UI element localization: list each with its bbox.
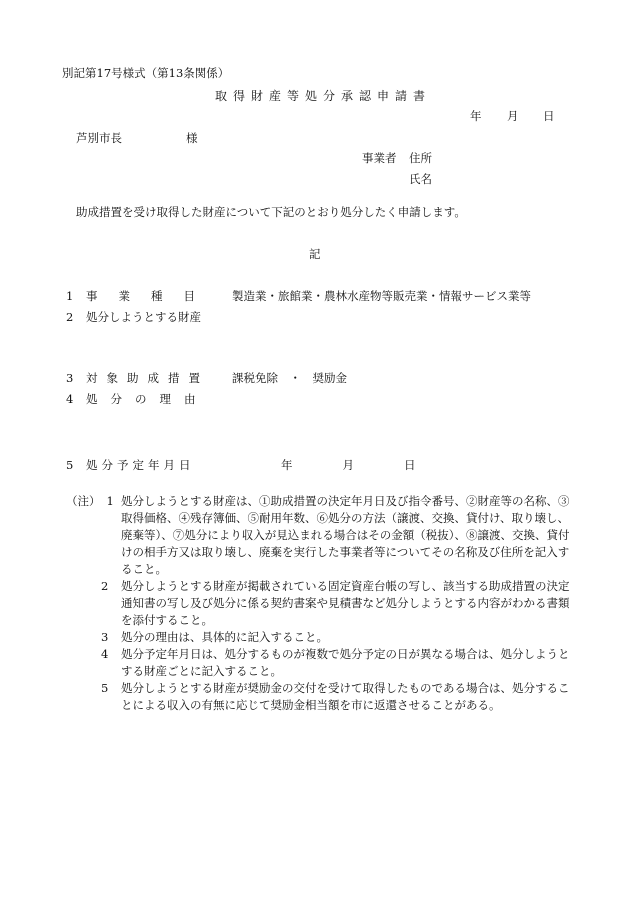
item-label: 処分の理由 bbox=[86, 392, 209, 406]
item-number: 1 bbox=[66, 289, 74, 303]
item-value: 製造業・旅館業・農林水産物等販売業・情報サービス業等 bbox=[232, 289, 531, 303]
note-item bbox=[66, 493, 576, 578]
note-text: 処分しようとする財産は、①助成措置の決定年月日及び指令番号、②財産等の名称、③取得価格、④残存簿価、⑤耐用年数、⑥処分の方法（譲渡、交換、貸付け、取り壊し、廃棄等）、⑦処分により収入が見込まれる場合はその金額（税抜）、⑧譲渡、交換、貸付けの相手方又は取り壊し、廃棄を実行した事業者等についてその名称及び住所を記入すること。 bbox=[121, 494, 570, 576]
note-text: 処分しようとする財産が掲載されている固定資産台帳の写し、該当する助成措置の決定通知書の写し及び処分に係る契約書案や見積書など処分しようとする内容がわかる書類を添付すること。 bbox=[121, 579, 570, 627]
date-month: 月 bbox=[507, 109, 519, 123]
note-number: 5 bbox=[101, 681, 109, 695]
note-text: 処分の理由は、具体的に記入すること。 bbox=[121, 630, 328, 644]
item-number: 4 bbox=[66, 392, 74, 406]
item-label: 対象助成措置 bbox=[86, 371, 209, 385]
item-label: 処分しようとする財産 bbox=[86, 310, 201, 324]
item-label: 事業種目 bbox=[86, 289, 216, 303]
item-number: 5 bbox=[66, 458, 74, 472]
applicant-label: 事業者 bbox=[362, 151, 397, 165]
note-prefix: （注） 1 bbox=[66, 494, 114, 508]
note-number: 2 bbox=[101, 579, 109, 593]
page-title: 取得財産等処分承認申請書 bbox=[215, 89, 432, 103]
intro-text: 助成措置を受け取得した財産について下記のとおり処分したく申請します。 bbox=[76, 205, 466, 219]
addressee-name: 芦別市長 bbox=[76, 131, 122, 145]
applicant-name-label: 氏名 bbox=[409, 172, 432, 186]
note-item bbox=[66, 646, 576, 680]
applicant-address-label: 住所 bbox=[409, 151, 432, 165]
note-text: 処分しようとする財産が奨励金の交付を受けて取得したものである場合は、処分することによる収入の有無に応じて奨励金相当額を市に返還させることがある。 bbox=[121, 681, 570, 712]
date-year: 年 bbox=[470, 109, 482, 123]
note-number: 4 bbox=[101, 647, 109, 661]
note-item bbox=[66, 680, 576, 714]
note-number: 1 bbox=[106, 494, 114, 508]
notes-section bbox=[66, 493, 576, 714]
note-item bbox=[66, 578, 576, 629]
note-number: 3 bbox=[101, 630, 109, 644]
date-day: 日 bbox=[543, 109, 555, 123]
note-item bbox=[66, 629, 576, 646]
item-number: 2 bbox=[66, 310, 74, 324]
note-text: 処分予定年月日は、処分するものが複数で処分予定の日が異なる場合は、処分しようとする財産ごとに記入すること。 bbox=[121, 647, 570, 678]
item-label: 処分予定年月日 bbox=[86, 458, 195, 472]
item-value: 課税免除 ・ 奨励金 bbox=[232, 371, 347, 385]
item-value: 年 月 日 bbox=[281, 458, 425, 472]
item-number: 3 bbox=[66, 371, 74, 385]
addressee-honorific: 様 bbox=[186, 131, 198, 145]
form-id: 別記第17号様式（第13条関係） bbox=[62, 66, 230, 80]
ki-heading: 記 bbox=[309, 247, 321, 261]
